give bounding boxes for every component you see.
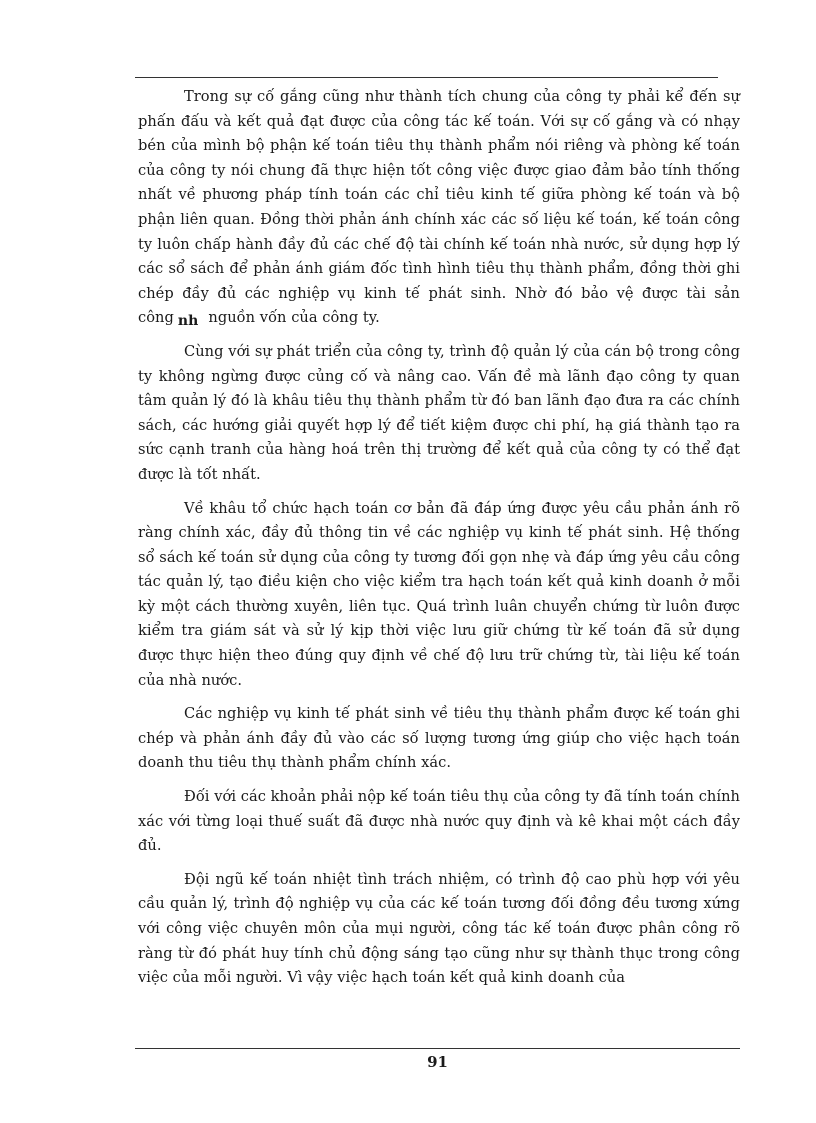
body-text	[138, 85, 740, 1000]
paragraph-5: Đối với các khoản phải nộp kế toán tiêu thụ của công ty đã tính toán chính xác với từng loại thuế suất đã được nhà nước quy định và kê khai một cách đầy đủ.	[138, 788, 740, 855]
paragraph-4: Các nghiệp vụ kinh tế phát sinh về tiêu thụ thành phẩm được kế toán ghi chép và phản ánh đầy đủ vào các số lượng tương ứng giúp cho việc hạch toán doanh thu tiêu thụ thành phẩm chính xác.	[138, 705, 740, 772]
page-number: 91	[427, 1053, 448, 1071]
paragraph-1	[138, 85, 740, 331]
paragraph-1-text-end: nguồn vốn của công ty.	[208, 309, 380, 327]
paragraph-3: Về khâu tổ chức hạch toán cơ bản đã đáp ứng được yêu cầu phản ánh rõ ràng chính xác, đầy đủ thông tin về các nghiệp vụ kinh tế phát sinh. Hệ thống sổ sách kế toán sử dụng của công ty tương đối gọn nhẹ và đáp ứng yêu cầu công tác quản lý, tạo điều kiện cho việc kiểm tra hạch toán kết quả kinh doanh ở mỗi kỳ một cách thường xuyên, liên tục. Quá trình luân chuyển chứng từ luôn được kiểm tra giám sát và sử lý kịp thời việc lưu giữ chứng từ kế toán đã sử dụng được thực hiện theo đúng quy định về chế độ lưu trữ chứng từ, tài liệu kế toán của nhà nước.	[138, 499, 740, 689]
paragraph-6: Đội ngũ kế toán nhiệt tình trách nhiệm, có trình độ cao phù hợp với yêu cầu quản lý, trình độ nghiệp vụ của các kế toán tương đối đồng đều tương xứng với công việc chuyên môn của mụi người, công tác kế toán được phân công rõ ràng từ đó phát huy tính chủ động sáng tạo cũng như sự thành thục trong công việc của mỗi người. Vì vậy việc hạch toán kết quả kinh doanh của	[138, 870, 740, 987]
footer-rule	[135, 1048, 740, 1049]
paragraph-1-text: Trong sự cố gắng cũng như thành tích chung của công ty phải kể đến sự phấn đấu và kết quả đạt được của công tác kế toán. Với sự cố gắng và có nhạy bén của mình bộ phận kế toán tiêu thụ thành phẩm nói riêng và phòng kế toán của công ty nói chung đã thực hiện tốt công việc được giao đảm bảo tính thống nhất về phương pháp tính toán các chỉ tiêu kinh tế giữa phòng kế toán và bộ phận liên quan. Đồng thời phản ánh chính xác các số liệu kế toán, kế toán công ty luôn chấp hành đầy đủ các chế độ tài chính kế toán nhà nước, sử dụng hợp lý các sổ sách để phản ánh giám đốc tình hình tiêu thụ thành phẩm, đồng thời ghi chép đầy đủ các nghiệp vụ kinh tế phát sinh. Nhờ đó bảo vệ được tài sản công	[138, 88, 740, 327]
header-rule	[135, 77, 718, 78]
paragraph-2: Cùng với sự phát triển của công ty, trình độ quản lý của cán bộ trong công ty không ngừng được củng cố và nâng cao. Vấn đề mà lãnh đạo công ty quan tâm quản lý đó là khâu tiêu thụ thành phẩm từ đó ban lãnh đạo đưa ra các chính sách, các hướng giải quyết hợp lý để tiết kiệm được chi phí, hạ giá thành tạo ra sức cạnh tranh của hàng hoá trên thị trường để kết quả của công ty có thể đạt được là tốt nhất.	[138, 342, 740, 483]
paragraph-1-fragment: nh	[177, 313, 199, 330]
